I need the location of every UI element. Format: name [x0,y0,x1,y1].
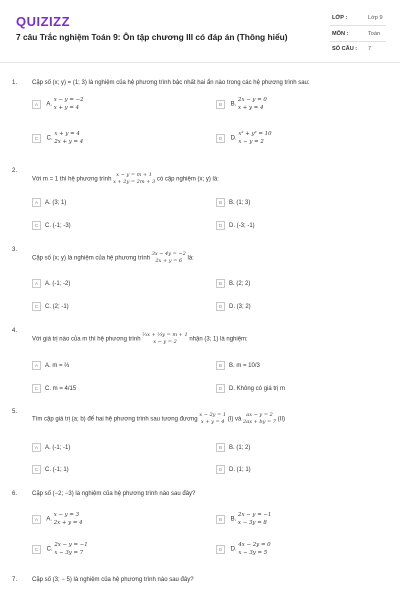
equation-system: ax − y = 2 2ax + by = 7 [243,412,276,425]
question-3: 3. Cặp số (x; y) là nghiệm của hệ phương trình 3x − 4y = −2 2x + y = 6 là: A A. (-1; -2) B B. (2; 2) C C. (2; -1) D D. (3; 2) [12,247,251,311]
option-a[interactable]: A A. (3; 1) [32,198,66,207]
option-letter-box: C [32,545,41,554]
option-d[interactable]: D D. x² + y² = 10 x − y = 2 [216,130,272,146]
option-letter-box: B [216,100,225,109]
meta-subject: MÔN : Toán [332,31,381,37]
question-5: 5. Tìm cặp giá trị (a; b) để hai hệ phương trình sau tương đương x − 2y = 1 x + y = 4 (I) và ax − y = 2 2ax + by = 7 (II) A A. (-1; -1) B B. (1; 2) C C. (-1; 1) D D. (1; 1) [12,409,285,474]
equation-system: x − 2y = 1 x + y = 4 [199,412,227,425]
option-a[interactable]: A A. (-1; -1) [32,443,70,452]
question-2: 2. Với m = 1 thì hệ phương trình x − y = m + 1 x + 2y = 2m + 3 có cặp nghiệm (x; y) là: A A. (3; 1) B B. (1; 3) C C. (-1; -3) D D. (-3; -1) [12,168,255,230]
option-b[interactable]: B B. (1; 3) [216,198,250,207]
divider [330,25,386,26]
option-b[interactable]: B B. (1; 2) [216,443,250,452]
option-c[interactable]: C C. (-1; -3) [32,221,71,230]
option-letter-box: D [216,384,225,393]
option-letter-box: A [32,515,41,524]
option-letter-box: D [216,134,225,143]
option-letter-box: B [216,443,225,452]
option-b[interactable]: B B. 2x − y = 0 x + y = 4 [216,96,267,112]
option-d[interactable]: D D. Không có giá trị m [216,384,285,393]
equation-system: x − y = m + 1 x + 2y = 2m + 3 [113,172,156,185]
meta-class: LỚP : Lớp 9 [332,15,383,21]
equation-system: x − y = 3 2x + y = 4 [53,512,83,526]
option-d[interactable]: D D. (1; 1) [216,465,251,474]
option-letter-box: B [216,515,225,524]
option-d[interactable]: D D. (3; 2) [216,302,251,311]
equation-system: 2x − y = −1 x − 3y = 8 [238,512,272,526]
quizizz-logo: QUIZIZZ [16,14,71,29]
option-a[interactable]: A A. (-1; -2) [32,279,70,288]
option-c[interactable]: C C. 2x − y = −1 x − 3y = 7 [32,541,88,557]
option-letter-box: B [216,279,225,288]
option-c[interactable]: C C. x + y = 4 2x + y = 4 [32,130,83,146]
question-1: 1. Cặp số (x; y) = (1; 3) là nghiệm của hệ phương trình bậc nhất hai ẩn nào trong các hệ phương trình sau: A A. x − y = −2 x + y = 4 B B. 2x − y = 0 x + y = 4 C C. x + y = 4 2x + y = 4 D D. x² + y² = 10 x − y = 2 [12,80,310,145]
divider [330,41,386,42]
option-letter-box: A [32,198,41,207]
option-letter-box: A [32,100,41,109]
equation-system: 4x − 2y = 0 x − 3y = 5 [238,542,271,556]
option-letter-box: A [32,361,41,370]
option-d[interactable]: D D. (-3; -1) [216,221,255,230]
option-letter-box: B [216,361,225,370]
option-b[interactable]: B B. m = 10/3 [216,361,260,370]
option-c[interactable]: C C. (2; -1) [32,302,69,311]
equation-system: 2x − y = 0 x + y = 4 [238,97,267,111]
page-header [0,0,400,63]
option-d[interactable]: D D. 4x − 2y = 0 x − 3y = 5 [216,541,271,557]
option-c[interactable]: C C. m = 4/15 [32,384,76,393]
option-letter-box: C [32,384,41,393]
equation-system: 3x − 4y = −2 2x + y = 6 [151,251,186,264]
option-a[interactable]: A A. x − y = −2 x + y = 4 [32,96,84,112]
option-letter-box: C [32,221,41,230]
equation-system: x + y = 4 2x + y = 4 [54,131,84,145]
option-b[interactable]: B B. 2x − y = −1 x − 3y = 8 [216,511,271,527]
option-letter-box: C [32,302,41,311]
option-letter-box: D [216,302,225,311]
option-letter-box: D [216,545,225,554]
meta-count: SỐ CÂU : 7 [332,46,372,52]
question-6: 6. Cặp số (−2; −3) là nghiệm của hệ phương trình nào sau đây? A A. x − y = 3 2x + y = 4 B B. 2x − y = −1 x − 3y = 8 C C. 2x − y = −1 x − 3y = 7 D D. 4x − 2y = 0 x − 3y = 5 [12,491,272,556]
option-a[interactable]: A A. m = ⅔ [32,361,69,370]
option-letter-box: D [216,465,225,474]
option-b[interactable]: B B. (2; 2) [216,279,250,288]
equation-system: x − y = −2 x + y = 4 [53,97,84,111]
option-letter-box: C [32,134,41,143]
equation-system: x² + y² = 10 x − y = 2 [238,131,272,145]
equation-system: 2x − y = −1 x − 3y = 7 [54,542,88,556]
equation-system: ⅔x + ⅓y = m + 1 x − y = 2 [142,332,188,345]
option-letter-box: A [32,279,41,288]
option-c[interactable]: C C. (-1; 1) [32,465,69,474]
option-letter-box: D [216,221,225,230]
option-a[interactable]: A A. x − y = 3 2x + y = 4 [32,511,83,527]
quiz-title: 7 câu Trắc nghiệm Toán 9: Ôn tập chương III có đáp án (Thông hiểu) [16,32,288,42]
question-4: 4. Với giá trị nào của m thì hệ phương trình ⅔x + ⅓y = m + 1 x − y = 2 nhận (3; 1) là nghiệm: A A. m = ⅔ B B. m = 10/3 C C. m = 4/15 D D. Không có giá trị m [12,328,286,393]
option-letter-box: B [216,198,225,207]
question-7: 7. Cặp số (3; − 5) là nghiệm của hệ phương trình nào sau đây? [12,577,194,583]
option-letter-box: C [32,465,41,474]
option-letter-box: A [32,443,41,452]
